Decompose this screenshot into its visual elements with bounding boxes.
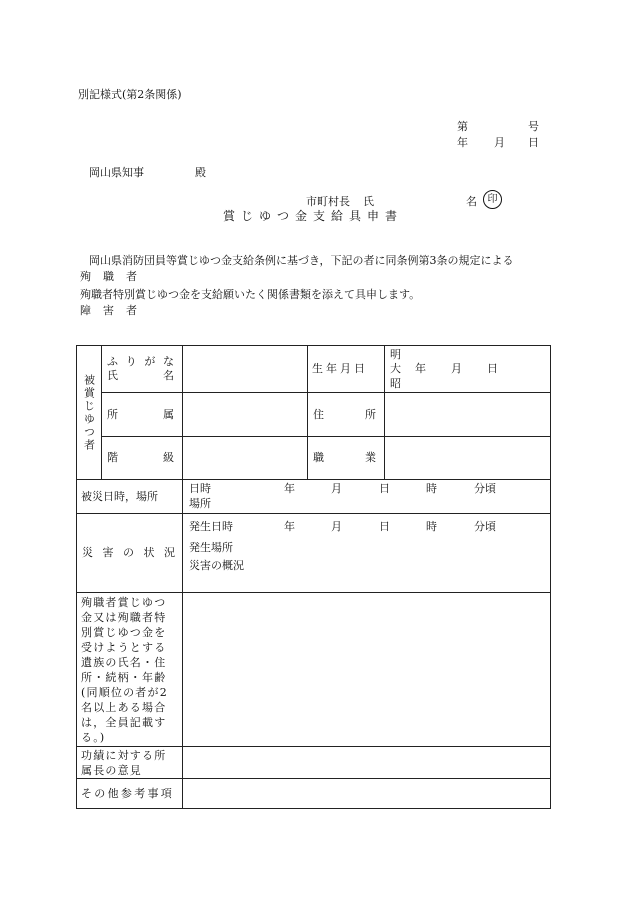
addressee-dono: 殿: [195, 166, 206, 179]
rank-label-cell: [102, 437, 183, 480]
bereaved-line: 名以上ある場合: [81, 700, 167, 714]
rank-input[interactable]: [183, 437, 308, 480]
disaster-datetime-label: 被災日時，場所: [81, 489, 158, 503]
occurrence-year: 年: [284, 520, 295, 533]
disaster-datetime-label-cell: [77, 480, 183, 514]
row-other: [77, 779, 551, 809]
date-year: 年: [457, 136, 468, 149]
date-day: 日: [528, 136, 539, 149]
rank-label: 階 級: [107, 451, 174, 464]
bereaved-line: (同順位の者が2: [81, 685, 168, 699]
occurrence-hour: 時: [426, 520, 437, 533]
option-line-1: 殉職者: [80, 270, 149, 283]
datetime-minute: 分頃: [474, 482, 496, 495]
person-header-cell: [77, 346, 102, 480]
occurrence-minute: 分頃: [474, 520, 496, 533]
bereaved-line: 別賞じゆつ金を: [81, 625, 167, 639]
place-label: 場所: [189, 497, 211, 510]
row-situation: [77, 514, 551, 593]
bereaved-line: 遺族の氏名・住: [81, 655, 167, 669]
bereaved-label: [77, 595, 182, 745]
birthdate-input[interactable]: [385, 346, 551, 393]
row-affiliation: [77, 393, 551, 437]
bereaved-label-cell: [77, 593, 183, 747]
body-line-1: 岡山県消防団員等賞じゆつ金支給条例に基づき，下記の者に同条例第3条の規定による: [89, 254, 514, 267]
other-input[interactable]: [183, 779, 551, 809]
address-label-cell: [308, 393, 385, 437]
birthdate-label: 生年月日: [312, 362, 368, 375]
applicant-shi: 氏: [363, 195, 374, 208]
row-opinion: [77, 747, 551, 779]
occupation-label-cell: [308, 437, 385, 480]
era-meiji: 明: [390, 348, 401, 361]
situation-label: 災 害 の 状 況: [82, 546, 175, 559]
body-line-2: 殉職者特別賞じゆつ金を支給願いたく関係書類を添えて具申します。: [80, 288, 421, 301]
bereaved-line: 殉職者賞じゆつ: [81, 595, 167, 609]
name-input[interactable]: [183, 346, 308, 393]
birth-year: 年: [415, 362, 426, 375]
number-go: 号: [528, 120, 539, 133]
bereaved-line: 金又は殉職者特: [81, 610, 167, 624]
other-label: その他参考事項: [81, 786, 175, 800]
bereaved-line: は，全員記載す: [81, 715, 167, 729]
addressee-governor: 岡山県知事: [89, 166, 144, 179]
name-label-cell: [102, 346, 183, 393]
application-table: [76, 345, 551, 809]
affiliation-input[interactable]: [183, 393, 308, 437]
bereaved-line: 受けようとする: [81, 640, 167, 654]
birthdate-label-cell: [308, 346, 385, 393]
occurrence-place-label: 発生場所: [189, 541, 233, 554]
document-title: 賞じゆつ金支給具申書: [223, 209, 404, 223]
era-showa: 昭: [390, 377, 401, 390]
person-header: 被賞じゆつ者: [82, 373, 96, 452]
situation-label-cell: [77, 514, 183, 593]
date-month: 月: [494, 136, 505, 149]
overview-label: 災害の概況: [189, 559, 244, 572]
opinion-label-cell: [77, 747, 183, 779]
bereaved-line: る。): [81, 730, 106, 744]
occurrence-month: 月: [331, 520, 342, 533]
opinion-label: [77, 748, 182, 778]
row-name: [77, 346, 551, 393]
option-line-3: 障害者: [80, 304, 149, 317]
applicant-mei: 名: [466, 195, 477, 208]
affiliation-label-cell: [102, 393, 183, 437]
disaster-datetime-input[interactable]: [183, 480, 551, 514]
address-input[interactable]: [385, 393, 551, 437]
opinion-line: 功績に対する所: [81, 748, 167, 762]
occurrence-day: 日: [379, 520, 390, 533]
row-rank: [77, 437, 551, 480]
applicant-mayor: 市町村長: [306, 195, 350, 208]
other-label-cell: [77, 779, 183, 809]
form-label: 別記様式(第2条関係): [78, 88, 182, 101]
bereaved-input[interactable]: [183, 593, 551, 747]
name-label: 氏 名: [107, 369, 174, 382]
row-bereaved: [77, 593, 551, 747]
furigana-label: ふ り が な: [107, 355, 174, 368]
birth-month: 月: [451, 362, 462, 375]
row-disaster-datetime: [77, 480, 551, 514]
datetime-hour: 時: [426, 482, 437, 495]
number-dai: 第: [457, 120, 468, 133]
occupation-label: 職 業: [313, 451, 376, 464]
seal-stamp: 印: [483, 190, 502, 209]
datetime-year: 年: [284, 482, 295, 495]
era-taisho: 大: [390, 362, 401, 375]
birth-day: 日: [487, 362, 498, 375]
affiliation-label: 所 属: [107, 407, 174, 421]
occurrence-datetime-label: 発生日時: [189, 520, 233, 533]
datetime-label: 日時: [189, 482, 211, 495]
situation-input[interactable]: [183, 514, 551, 593]
address-label: 住 所: [313, 407, 376, 421]
opinion-input[interactable]: [183, 747, 551, 779]
seal-mark: [483, 190, 502, 209]
opinion-line: 属長の意見: [81, 763, 142, 777]
datetime-month: 月: [331, 482, 342, 495]
datetime-day: 日: [379, 482, 390, 495]
bereaved-line: 所・続柄・年齢: [81, 670, 167, 684]
occupation-input[interactable]: [385, 437, 551, 480]
